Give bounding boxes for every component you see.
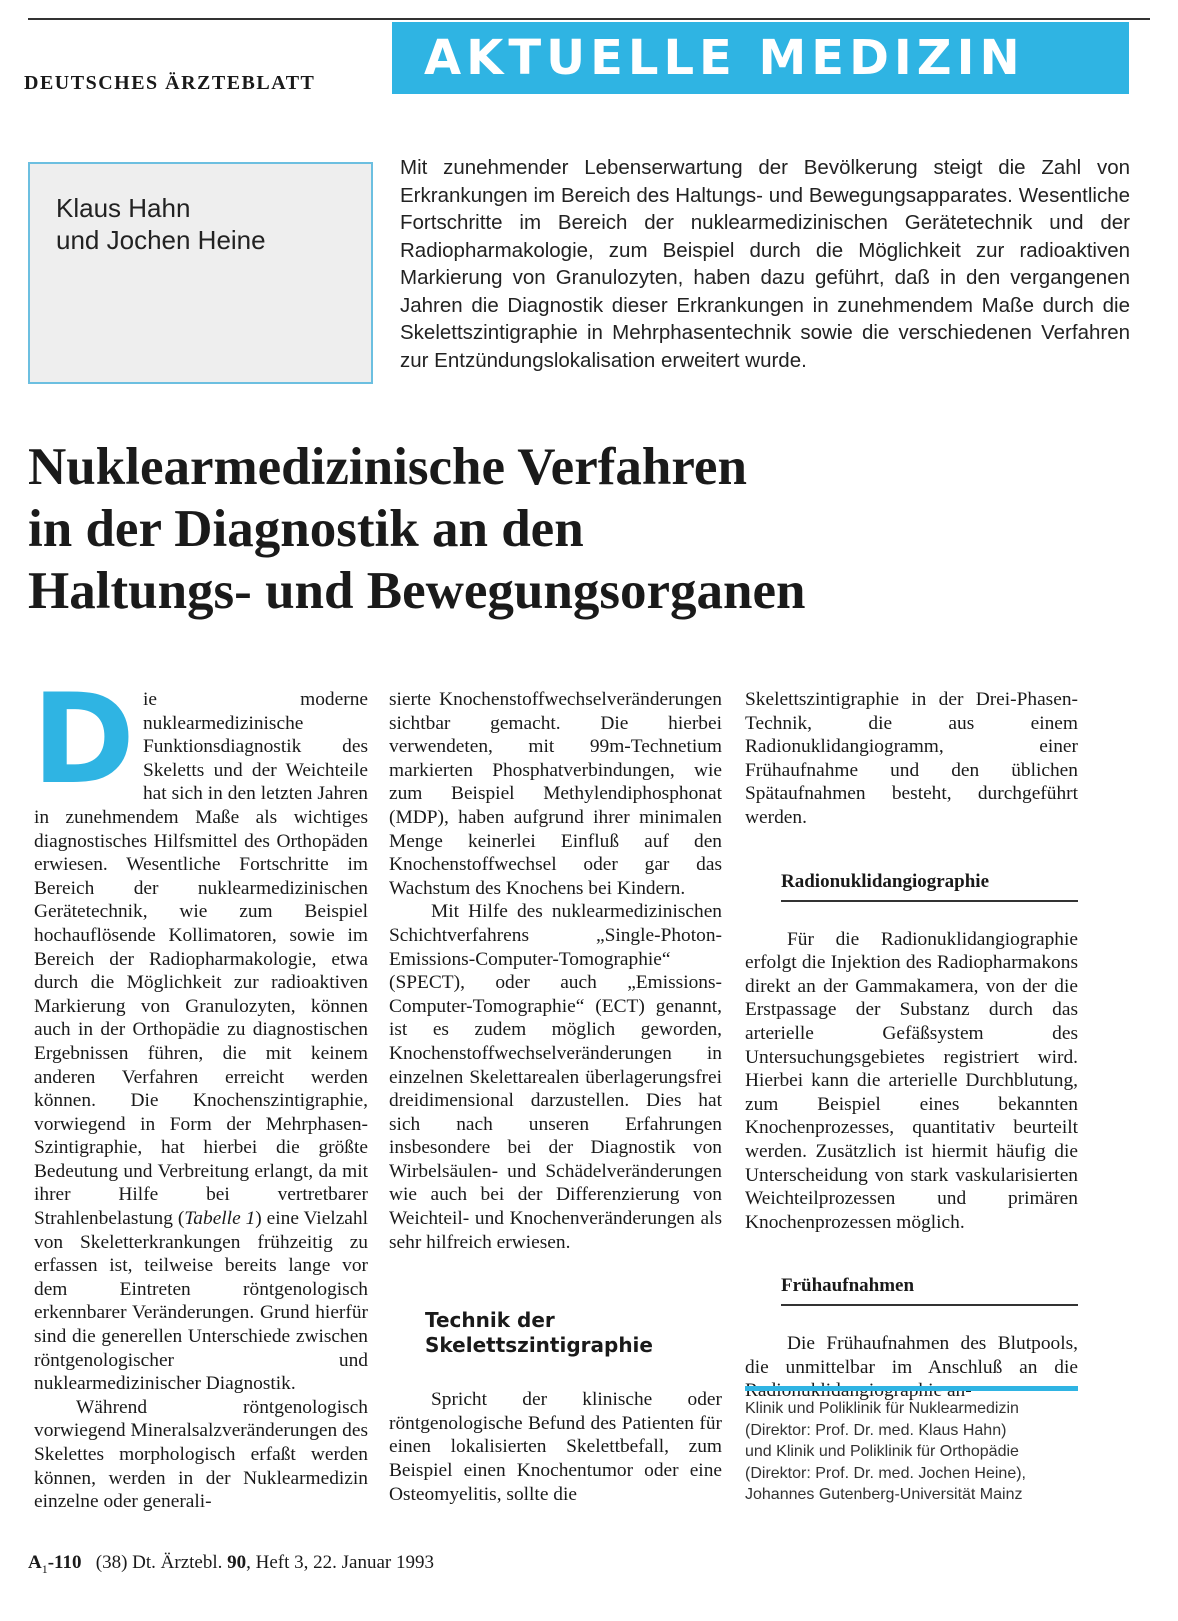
- abstract: Mit zunehmender Lebenserwartung der Bevölkerung steigt die Zahl von Erkrankungen im Bereich des Haltungs- und Bewegungsapparates. Wesentliche Fortschritte im Bereich der nuklearmedizinischen Gerätetechnik und der Radiopharmakologie, zum Beispiel durch die Möglichkeit zur radioaktiven Markierung von Granulozyten, haben dazu geführt, daß in den vergangenen Jahren die Diagnostik dieser Erkrankungen in zunehmendem Maße durch die Skelettszintigraphie in Mehrphasentechnik sowie die verschiedenen Verfahren zur Entzündungslokalisation erweitert wurde.: [400, 156, 1130, 372]
- section-heading: Radionuklidangiographie: [781, 870, 1078, 902]
- section-heading: [425, 1308, 722, 1358]
- author-box: [28, 162, 373, 384]
- title-line-1: Nuklearmedizinische Verfahren: [28, 438, 747, 496]
- article-title: [28, 436, 1148, 622]
- paragraph: Für die Radionuklidangiographie erfolgt die Injektion des Radiopharmakons direkt an der Gammakamera, von der die Erstpassage der Substanz durch das arterielle Gefäßsystem des Untersuchungsgebietes registriert wird. Hierbei kann die arterielle Durchblutung, zum Beispiel eines bekannten Knochenprozesses, quantitativ beurteilt werden. Zusätzlich ist hiermit häufig die Unterscheidung von stark vaskularisierten Weichteilprozessen und primären Knochenprozessen möglich.: [745, 928, 1078, 1233]
- paragraph: Die Frühaufnahmen des Blutpools, die unmittelbar im Anschluß an die: [745, 1333, 1078, 1378]
- body-column-2: [389, 688, 722, 1506]
- paragraph: [32, 668, 368, 1396]
- paragraph: Spricht der klinische oder röntgenologische Befund des Patienten für einen lokalisierten Skelettbefall, zum Beispiel einen Knochentumor oder eine Osteomyelitis, sollte die: [389, 1389, 722, 1505]
- author-line-2: und Jochen Heine: [56, 225, 266, 255]
- section-banner: AKTUELLE MEDIZIN: [392, 22, 1129, 94]
- paragraph-text: ) eine Vielzahl von Skeletterkrankungen frühzeitig zu erfassen ist, teilweise bereits lange vor dem Eintreten röntgenologisch erkennbarer Veränderungen. Grund hierfür sind die generellen Unterschiede zwischen röntgenologischer und nuklearmedizinischer Diagnostik.: [34, 1208, 368, 1395]
- body-column-3: [745, 688, 1078, 1403]
- affiliation: [745, 1398, 1085, 1506]
- page-number: -110: [47, 1552, 82, 1573]
- page-code-sub: 1: [41, 1561, 48, 1576]
- page-code: A: [28, 1552, 42, 1573]
- affiliation-line: Johannes Gutenberg-Universität Mainz: [745, 1486, 1023, 1503]
- issue-text: (38) Dt. Ärztebl.: [95, 1552, 228, 1573]
- paragraph-text: ie moderne nuklearmedizinische Funktionsdiagnostik des Skeletts und der Weichteile hat sich in den letzten Jahren in zunehmendem Maße als wichtiges diagnostisches Hilfsmittel des Orthopäden erwiesen. Wesentliche Fortschritte im Bereich der nuklearmedizinischen Gerätetechnik, wie zum Beispiel hochauflösende Kollimatoren, sowie im Bereich der Radiopharmakologie, etwa durch die Möglichkeit zur radioaktiven Markierung von Granulozyten, können auch in der Orthopädie zu diagnostischen Ergebnissen führen, die mit keinem anderen Verfahren erreicht werden können. Die Knochenszintigraphie, vorwiegend in Form der Mehrphasen-Szintigraphie, hat hierbei die größte Bedeutung und Verbreitung erlangt, da mit ihrer Hilfe bei vertretbarer Strahlenbelastung (: [34, 689, 368, 1230]
- body-column-1: [32, 668, 368, 1514]
- affiliation-line: und Klinik und Poliklinik für Orthopädie: [745, 1443, 1019, 1460]
- author-line-1: Klaus Hahn: [56, 193, 191, 223]
- journal-name: DEUTSCHES ÄRZTEBLATT: [24, 72, 316, 94]
- heading-line: Skelettszintigraphie: [425, 1333, 653, 1358]
- volume: 90: [227, 1552, 247, 1573]
- top-rule: [28, 18, 1150, 20]
- heading-line: Technik der: [425, 1308, 555, 1333]
- affiliation-line: Klinik und Poliklinik für Nuklearmedizin: [745, 1400, 1019, 1417]
- affiliation-line: (Direktor: Prof. Dr. med. Jochen Heine),: [745, 1464, 1026, 1482]
- title-line-2: in der Diagnostik an den: [28, 500, 584, 558]
- paragraph: Skelettszintigraphie in der Drei-Phasen-Technik, die aus einem Radionuklidangiogramm, einer Frühaufnahme und den üblichen Spätaufnahmen besteht, durchgeführt werden.: [745, 689, 1078, 828]
- table-reference: Tabelle 1: [184, 1208, 256, 1230]
- affiliation-rule: [745, 1386, 1078, 1391]
- paragraph: Mit Hilfe des nuklearmedizinischen Schichtverfahrens „Single-Photon-Emissions-Computer-Tomographie“ (SPECT), oder auch „Emissions-Computer-Tomographie“ (ECT) genannt, ist es zudem möglich geworden, Knochenstoffwechselveränderungen in einzelnen Skelettarealen überlagerungsfrei dreidimensional darzustellen. Dies hat sich nach unseren Erfahrungen insbesondere bei der Diagnostik von Wirbelsäulen- und Schädelveränderungen wie auch bei der Differenzierung von Weichteil- und Knochenveränderungen als sehr hilfreich erwiesen.: [389, 901, 722, 1253]
- drop-cap: D: [32, 668, 135, 812]
- paragraph: sierte Knochenstoffwechselveränderungen sichtbar gemacht. Die hierbei verwendeten, mit 99m-Technetium markierten Phosphatverbindungen, wie zum Beispiel Methylendiphosphonat (MDP), haben aufgrund ihrer minimalen Menge keinerlei Einfluß auf den Knochenstoffwechsel oder gar das Wachstum des Knochens bei Kindern.: [389, 689, 722, 899]
- section-heading: Frühaufnahmen: [781, 1274, 1078, 1306]
- affiliation-line: (Direktor: Prof. Dr. med. Klaus Hahn): [745, 1421, 1007, 1439]
- paragraph: Während röntgenologisch vorwiegend Mineralsalzveränderungen des Skelettes morphologisch erfaßt werden können, werden in der Nuklearmedizin einzelne oder generali-: [34, 1396, 368, 1513]
- title-line-3: Haltungs- und Bewegungsorganen: [28, 562, 806, 620]
- issue-date: , Heft 3, 22. Januar 1993: [246, 1552, 435, 1573]
- page-footer: [28, 1552, 434, 1577]
